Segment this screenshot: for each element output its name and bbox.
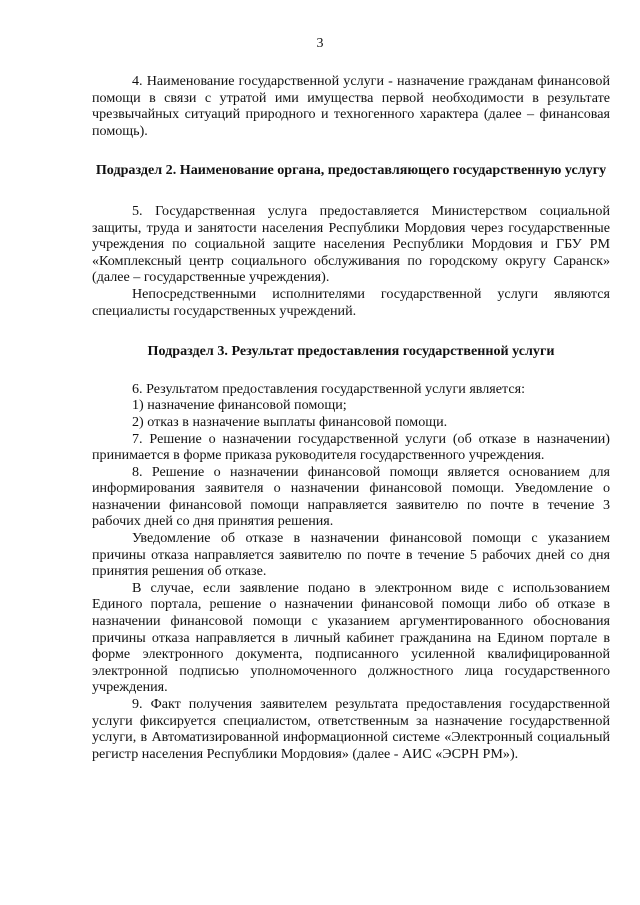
list-item-1: 1) назначение финансовой помощи; (132, 397, 347, 414)
paragraph-5: 5. Государственная услуга предоставляется Министерством социальной защиты, труда и занятости населения Республики Мордовия через государственные учреждения по социальной защите населения Республики Мордовия и ГБУ РМ «Комплексный центр социального обслуживания по городскому округу Саранск» (далее – государственные учреждения). (92, 202, 610, 286)
page-number: 3 (316, 36, 324, 51)
subsection-2-heading: Подраздел 2. Наименование органа, предоставляющего государственную услугу (95, 162, 607, 179)
paragraph-7: 7. Решение о назначении государственной услуги (об отказе в назначении) принимается в форме приказа руководителя государственного учреждения. (92, 430, 610, 464)
paragraph-8: 8. Решение о назначении финансовой помощи является основанием для информирования заявителя о назначении финансовой помощи. Уведомление о назначении финансовой помощи направляется заявителю по почте в течение 3 рабочих дней со дня принятия решения. (92, 463, 610, 530)
paragraph-5-executors: Непосредственными исполнителями государственной услуги являются специалисты государственных учреждений. (92, 285, 610, 319)
paragraph-8-refusal: Уведомление об отказе в назначении финансовой помощи с указанием причины отказа направляется заявителю по почте в течение 5 рабочих дней со дня принятия решения об отказе. (92, 530, 610, 580)
paragraph-9: 9. Факт получения заявителем результата предоставления государственной услуги фиксируется специалистом, ответственным за назначение государственной услуги, в Автоматизированной информационной системе «Электронный социальный регистр населения Республики Мордовия» (далее - АИС «ЭСРН РМ»). (92, 696, 610, 762)
paragraph-4: 4. Наименование государственной услуги - назначение гражданам финансовой помощи в связи с утратой ими имущества первой необходимости в результате чрезвычайных ситуаций природного и техногенного характера (далее – финансовая помощь). (92, 73, 610, 139)
subsection-3-heading: Подраздел 3. Результат предоставления государственной услуги (147, 343, 555, 360)
list-item-2: 2) отказ в назначение выплаты финансовой помощи. (132, 413, 448, 430)
document-body (92, 73, 610, 762)
paragraph-8-electronic: В случае, если заявление подано в электронном виде с использованием Единого портала, решение о назначении финансовой помощи либо об отказе в назначении финансовой помощи с указанием аргументированного обоснования причины отказа направляется в личный кабинет гражданина на Едином портале в форме электронного документа, подписанного усиленной квалифицированной электронной подписью уполномоченного должностного лица государственного учреждения. (92, 579, 610, 696)
paragraph-6: 6. Результатом предоставления государственной услуги является: (132, 380, 526, 397)
